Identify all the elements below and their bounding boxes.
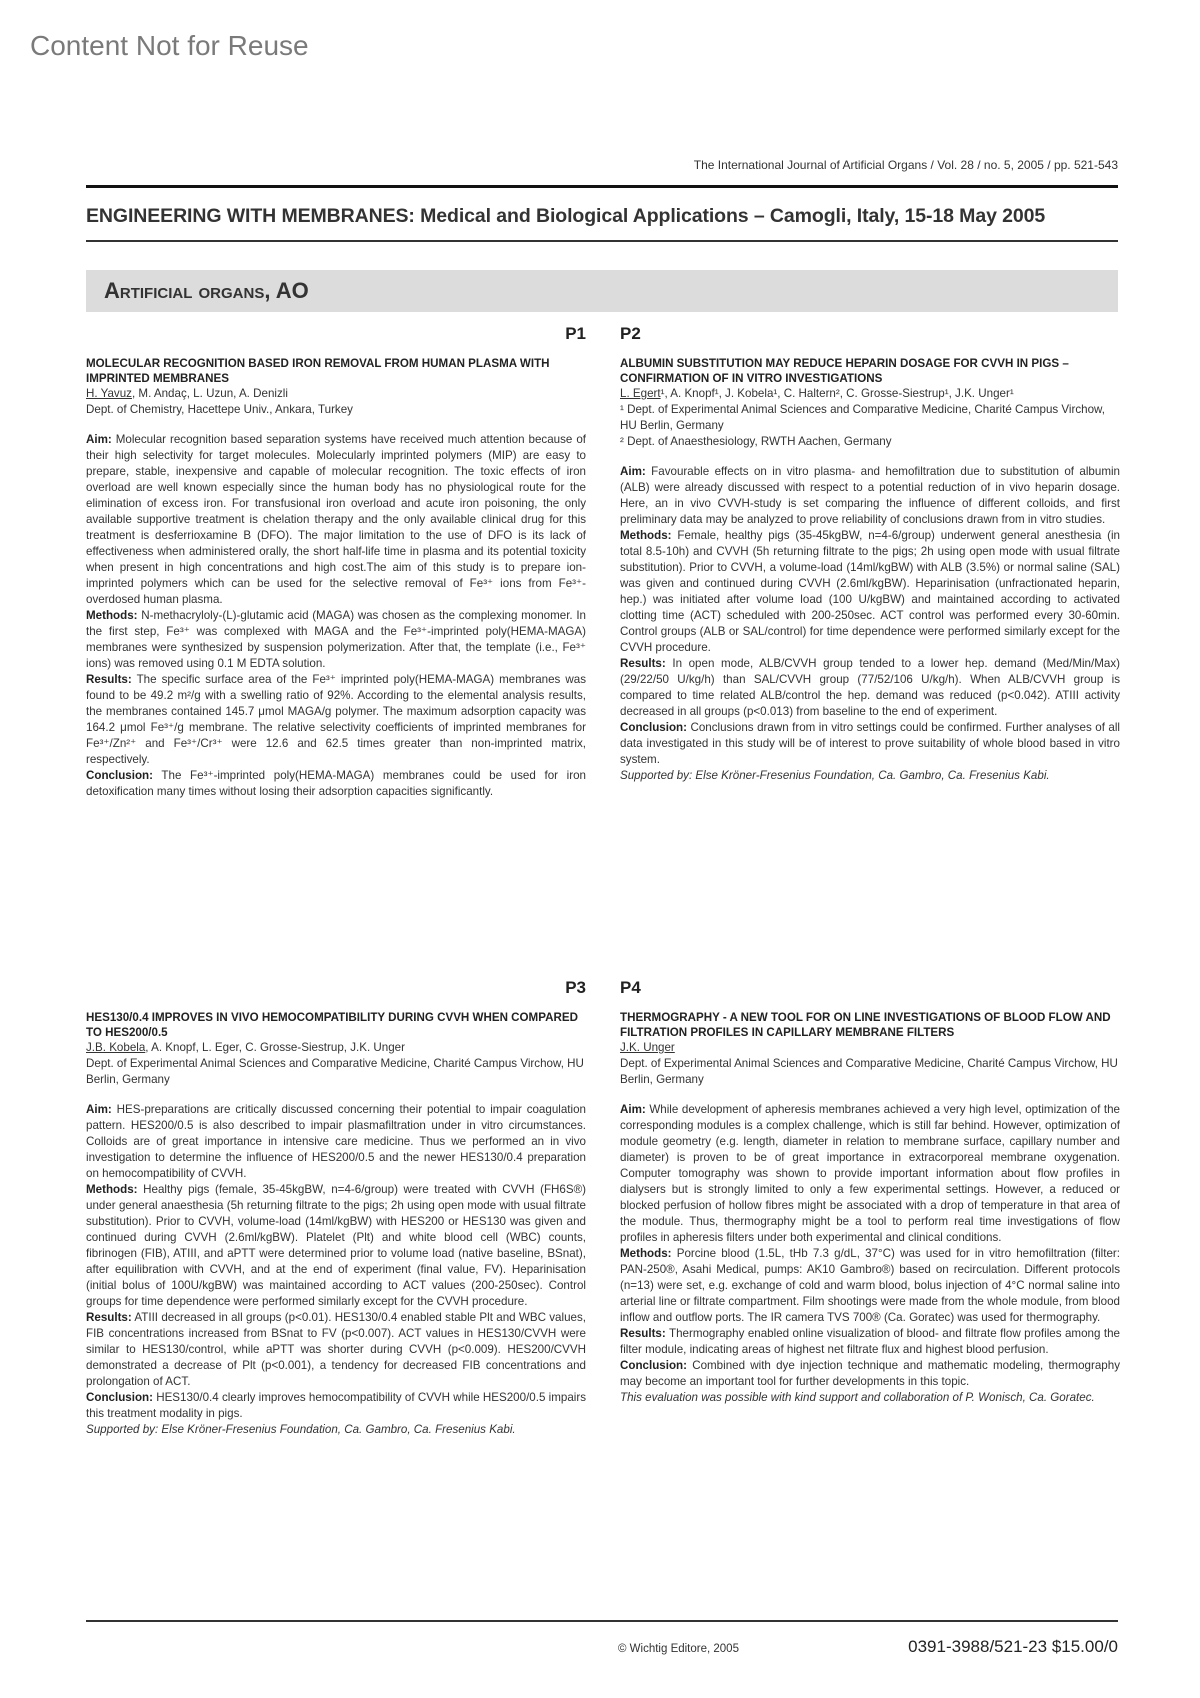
abstract-title: THERMOGRAPHY - A NEW TOOL FOR ON LINE INVESTIGATIONS OF BLOOD FLOW AND FILTRATION PROFILES IN CAPILLARY MEMBRANE FILTERS xyxy=(620,1011,1111,1039)
presenting-author: H. Yavuz xyxy=(86,387,132,400)
methods-text: Female, healthy pigs (35-45kgBW, n=4-6/group) underwent general anesthesia (in total 8.5-10h) and CVVH (5h returning filtrate to the pigs; 2h using open mode with usual filtrate substitution). Prior to CVVH, a volume-load (14ml/kgBW) with ALB (3.5%) or normal saline (SAL) was given and continued during CVVH (2.6ml/kgBW). Heparinisation (unfractionated heparin, hep.) was initiated after volume load (100 U/kgBW) and maintained according to activated clotting time (ACT) scheduled with 200-250sec. ACT control was performed every 30-60min. Control groups (ALB or SAL/control) for time dependence were performed similarly except for the CVVH procedure. xyxy=(620,529,1120,654)
results-label: Results: xyxy=(86,1311,132,1324)
conference-title-details: Medical and Biological Applications – Camogli, Italy, 15-18 May 2005 xyxy=(414,205,1046,227)
methods-text: N-methacryloly-(L)-glutamic acid (MAGA) was chosen as the complexing monomer. In the first step, Fe³⁺ was complexed with MAGA and the Fe³⁺-imprinted poly(HEMA-MAGA) membranes were synthesized by suspension polymerization. After that, the template (i.e., Fe³⁺ ions) was removed using 0.1 M EDTA solution. xyxy=(86,609,586,670)
results-label: Results: xyxy=(620,657,666,670)
conclusion-text: Combined with dye injection technique and mathematic modeling, thermography may become an important tool for further developments in this topic. xyxy=(620,1359,1120,1388)
abstract-title: ALBUMIN SUBSTITUTION MAY REDUCE HEPARIN DOSAGE FOR CVVH IN PIGS – CONFIRMATION OF IN VITRO INVESTIGATIONS xyxy=(620,357,1069,385)
issn-price: 0391-3988/521-23 $15.00/0 xyxy=(908,1637,1118,1656)
abstract-p1 xyxy=(86,326,586,800)
copyright: © Wichtig Editore, 2005 xyxy=(618,1643,739,1655)
methods-paragraph xyxy=(86,608,586,672)
affiliation: ² Dept. of Anaesthesiology, RWTH Aachen, Germany xyxy=(620,435,892,448)
abstract-title: MOLECULAR RECOGNITION BASED IRON REMOVAL FROM HUMAN PLASMA WITH IMPRINTED MEMBRANES xyxy=(86,357,550,385)
conclusion-paragraph xyxy=(620,720,1120,768)
methods-paragraph xyxy=(86,1182,586,1310)
results-text: Thermography enabled online visualization of blood- and filtrate flow profiles among the filter module, indicating areas of highest net filtrate flux and highest blood perfusion. xyxy=(620,1327,1120,1356)
abstract-p3 xyxy=(86,980,586,1438)
section-banner xyxy=(86,270,1118,312)
affiliation: Dept. of Experimental Animal Sciences and Comparative Medicine, Charité Campus Virchow, HU Berlin, Germany xyxy=(86,1057,584,1086)
co-authors: , M. Andaç, L. Uzun, A. Denizli xyxy=(131,387,288,400)
methods-text: Porcine blood (1.5L, tHb 7.3 g/dL, 37°C) was used for in vitro hemofiltration (filter: PAN-250®, Asahi Medical, pumps: AK10 Gambro®) based on recirculation. Different protocols (n=13) were set, e.g. exchange of cold and warm blood, bolus injection of 4°C normal saline into arterial line or filtrate compartment. Film shootings were made from the whole module, from blood inflow and outflow ports. The IR camera TVS 700® (Ca. Goratec) was used for thermography. xyxy=(620,1247,1120,1324)
aim-label: Aim: xyxy=(620,1103,646,1116)
conference-rule xyxy=(86,240,1118,242)
results-paragraph xyxy=(86,1310,586,1390)
abstract-p4 xyxy=(620,980,1120,1406)
methods-label: Methods: xyxy=(620,1247,672,1260)
results-label: Results: xyxy=(86,673,132,686)
conclusion-label: Conclusion: xyxy=(620,721,687,734)
abstract-authors xyxy=(620,1040,1120,1056)
conclusion-label: Conclusion: xyxy=(86,769,153,782)
presenting-author: J.B. Kobela xyxy=(86,1041,146,1054)
abstract-authors xyxy=(86,386,586,402)
results-paragraph xyxy=(620,656,1120,720)
aim-paragraph xyxy=(86,432,586,608)
abstract-number: P3 xyxy=(565,978,586,997)
conclusion-label: Conclusion: xyxy=(620,1359,687,1372)
abstract-number: P4 xyxy=(620,978,641,997)
conference-title xyxy=(86,205,1118,228)
conclusion-text: HES130/0.4 clearly improves hemocompatibility of CVVH while HES200/0.5 impairs this treatment modality in pigs. xyxy=(86,1391,587,1420)
methods-label: Methods: xyxy=(620,529,672,542)
support-note: This evaluation was possible with kind support and collaboration of P. Wonisch, Ca. Goratec. xyxy=(620,1391,1095,1404)
results-paragraph xyxy=(86,672,586,768)
abstract-authors xyxy=(86,1040,586,1056)
journal-citation: The International Journal of Artificial Organs / Vol. 28 / no. 5, 2005 / pp. 521-543 xyxy=(693,158,1118,172)
co-authors: , A. Knopf, L. Eger, C. Grosse-Siestrup, J.K. Unger xyxy=(145,1041,405,1054)
conference-title-main: ENGINEERING WITH MEMBRANES: xyxy=(86,205,415,227)
conclusion-label: Conclusion: xyxy=(86,1391,153,1404)
aim-text: Favourable effects on in vitro plasma- and hemofiltration due to substitution of albumin (ALB) were already discussed with respect to a potential reduction of in vivo heparin dosage. Here, an in vivo CVVH-study is set comparing the influence of different colloids, and first preliminary data may be analyzed to prove reliability of conclusions drawn from in vitro studies. xyxy=(620,465,1120,526)
aim-label: Aim: xyxy=(86,1103,112,1116)
affiliation: Dept. of Chemistry, Hacettepe Univ., Ankara, Turkey xyxy=(86,403,353,416)
methods-label: Methods: xyxy=(86,1183,138,1196)
conclusion-text: Conclusions drawn from in vitro settings could be confirmed. Further analyses of all data investigated in this study will be of interest to prove suitability of whole blood based in vitro system. xyxy=(620,721,1120,766)
presenting-author: L. Egert xyxy=(620,387,661,400)
abstract-number: P1 xyxy=(565,324,586,343)
abstract-number: P2 xyxy=(620,324,641,343)
affiliation: Dept. of Experimental Animal Sciences and Comparative Medicine, Charité Campus Virchow, HU Berlin, Germany xyxy=(620,1057,1118,1086)
aim-paragraph xyxy=(620,1102,1120,1246)
aim-label: Aim: xyxy=(620,465,646,478)
header-rule xyxy=(86,185,1118,188)
aim-text: HES-preparations are critically discussed concerning their potential to impair coagulation pattern. HES200/0.5 is also described to impair plasmafiltration under in vitro circumstances. Colloids are of great importance in intensive care medicine. Thus we performed an in vivo investigation to determine the influence of HES200/0.5 and the newer HES130/0.4 preparation on hemocompatibility of CVVH. xyxy=(86,1103,586,1180)
results-text: In open mode, ALB/CVVH group tended to a lower hep. demand (Med/Min/Max) (29/22/50 U/kg/h) than SAL/CVVH group (77/52/106 U/kg/h). When ALB/CVVH group is compared to time related ALB/control the hep. demand was reduced (p<0.042). ATIII activity decreased in all groups (p<0.013) from baseline to the end of experiment. xyxy=(620,657,1120,718)
aim-label: Aim: xyxy=(86,433,112,446)
conclusion-paragraph xyxy=(86,768,586,800)
abstract-authors xyxy=(620,386,1120,402)
aim-text: Molecular recognition based separation systems have received much attention because of their high selectivity for target molecules. Molecularly imprinted polymers (MIP) are easy to prepare, stable, inexpensive and capable of molecular recognition. The toxic effects of iron overload are well known especially since the human body has no physiological route for the elimination of excess iron. For transfusional iron overload and acute iron poisoning, the only available supportive treatment is chelation therapy and the only available clinical drug for this treatment is desferrioxamine B (DFO). The major limitation to the use of DFO is its lack of effectiveness when administered orally, the short half-life time in plasma and its potential toxicity when present in high concentrations and high cost.The aim of this study is to prepare ion-imprinted polymers which can be used for the selective removal of Fe³⁺ ions from Fe³⁺-overdosed human plasma. xyxy=(86,433,586,606)
watermark: Content Not for Reuse xyxy=(30,30,309,61)
footer-rule xyxy=(86,1620,1118,1622)
co-authors: ¹, A. Knopf¹, J. Kobela¹, C. Haltern², C. Grosse-Siestrup¹, J.K. Unger¹ xyxy=(660,387,1014,400)
support-note: Supported by: Else Kröner-Fresenius Foundation, Ca. Gambro, Ca. Fresenius Kabi. xyxy=(86,1423,516,1436)
results-text: ATIII decreased in all groups (p<0.01). HES130/0.4 enabled stable Plt and WBC values, FIB concentrations increased from BSnat to FV (p<0.007). ACT values in HES130/CVVH were similar to HES130/control, while aPTT was shorter during CVVH (p<0.009). HES200/CVVH demonstrated a decrease of Plt (p<0.001), a tendency for decreased FIB concentrations and prolongation of ACT. xyxy=(86,1311,586,1388)
methods-text: Healthy pigs (female, 35-45kgBW, n=4-6/group) were treated with CVVH (FH6S®) under general anaesthesia (5h returning filtrate to the pigs; 2h using open mode with usual filtrate substitution). Prior to CVVH, volume-load (14ml/kgBW) with HES200 or HES130 was given and continued during CVVH (2.6ml/kgBW). Platelet (Plt) and white blood cell (WBC) counts, fibrinogen (FIB), ATIII, and aPTT were determined prior to volume load (native baseline, BSnat), after equilibration with CVVH, and at the end of experiment (final value, FV). Heparinisation (initial bolus of 100U/kgBW) was maintained according to ACT values (200-250sec). Control groups for time dependence were performed similarly except for the CVVH procedure. xyxy=(86,1183,586,1308)
methods-paragraph xyxy=(620,1246,1120,1326)
presenting-author: J.K. Unger xyxy=(620,1041,675,1054)
section-title: Artificial organs, AO xyxy=(104,278,309,303)
affiliation: ¹ Dept. of Experimental Animal Sciences and Comparative Medicine, Charité Campus Virchow, HU Berlin, Germany xyxy=(620,403,1106,432)
methods-label: Methods: xyxy=(86,609,138,622)
aim-paragraph xyxy=(620,464,1120,528)
results-paragraph xyxy=(620,1326,1120,1358)
abstract-title: HES130/0.4 IMPROVES IN VIVO HEMOCOMPATIBILITY DURING CVVH WHEN COMPARED TO HES200/0.5 xyxy=(86,1011,578,1039)
aim-paragraph xyxy=(86,1102,586,1182)
conclusion-text: The Fe³⁺-imprinted poly(HEMA-MAGA) membranes could be used for iron detoxification many times without losing their adsorption capacities significantly. xyxy=(86,769,586,798)
conclusion-paragraph xyxy=(86,1390,586,1422)
methods-paragraph xyxy=(620,528,1120,656)
results-text: The specific surface area of the Fe³⁺ imprinted poly(HEMA-MAGA) membranes was found to be 49.2 m²/g with a swelling ratio of 92%. According to the elemental analysis results, the membranes contained 145.7 μmol MAGA/g polymer. The maximum adsorption capacity was 164.2 μmol Fe³⁺/g membrane. The relative selectivity coefficients of imprinted membranes for Fe³⁺/Zn²⁺ and Fe³⁺/Cr³⁺ were 12.6 and 62.5 times greater than non-imprinted matrix, respectively. xyxy=(86,673,586,766)
aim-text: While development of apheresis membranes achieved a very high level, optimization of the corresponding modules is a complex challenge, which is still far behind. However, optimization of module geometry (e.g. length, diameter in relation to membrane surface, capillary number and diameter) is proven to be of great importance in extracorporeal membrane oxygenation. Computer tomography was shown to provide important information about flow profiles in dialysers but is strongly limited to only a few experimental settings. However, a reduced or blocked perfusion of hollow fibres might be associated with a drop of temperature in that area of the module. Thus, thermography might be a tool to perform real time investigations of flow profiles in apheresis filters under both experimental and clinical conditions. xyxy=(620,1103,1120,1244)
abstract-p2 xyxy=(620,326,1120,784)
results-label: Results: xyxy=(620,1327,666,1340)
support-note: Supported by: Else Kröner-Fresenius Foundation, Ca. Gambro, Ca. Fresenius Kabi. xyxy=(620,769,1050,782)
conclusion-paragraph xyxy=(620,1358,1120,1390)
